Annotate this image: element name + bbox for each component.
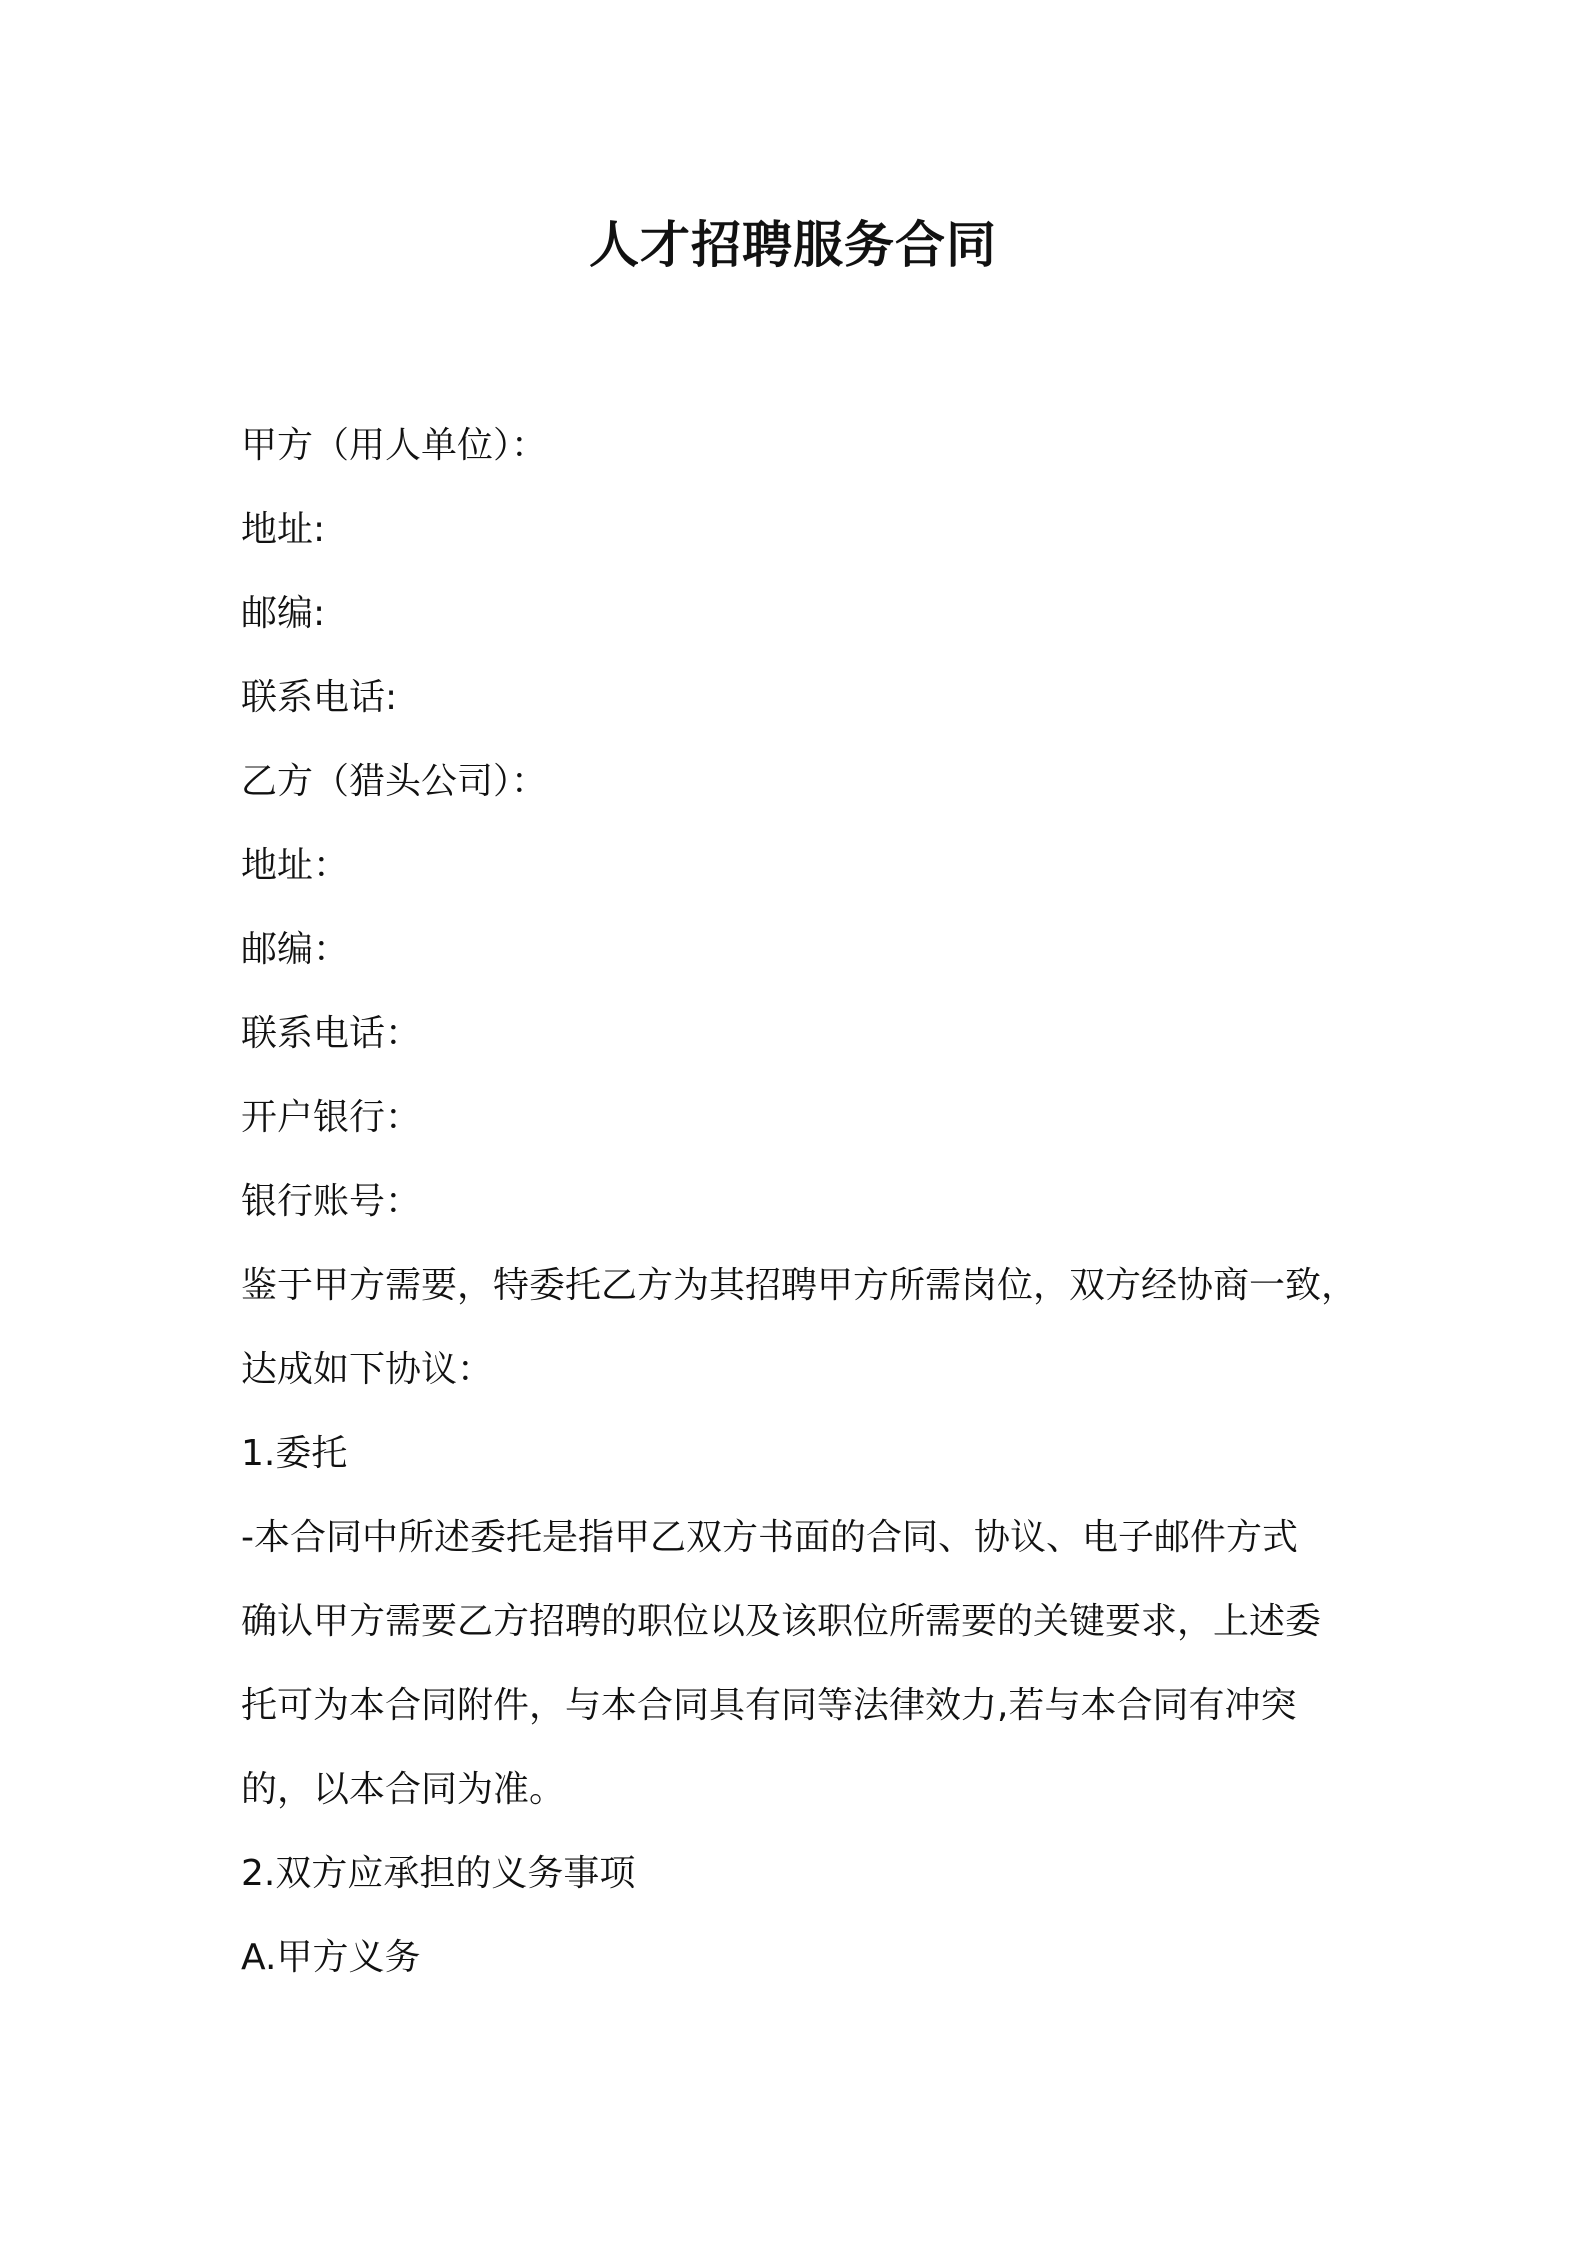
preamble-line: 鉴于甲方需要，特委托乙方为其招聘甲方所需岗位，双方经协商一致， [241,1265,1358,1306]
party-b-label: 乙方（猎头公司）： [241,761,548,802]
paragraph-line: 托可为本合同附件，与本合同具有同等法律效力,若与本合同有冲突 [241,1685,1297,1726]
party-a-address: 地址: [241,509,326,550]
paragraph-line: 确认甲方需要乙方招聘的职位以及该职位所需要的关键要求，上述委 [241,1601,1322,1642]
section-heading: 1.委托 [241,1433,348,1474]
party-b-address: 地址： [241,845,350,886]
party-b-phone: 联系电话： [241,1013,422,1054]
section-heading: 2.双方应承担的义务事项 [241,1853,636,1894]
party-b-bank: 开户银行： [241,1097,422,1138]
party-a-postcode: 邮编: [241,593,326,634]
paragraph-line: 的，以本合同为准。 [241,1769,566,1810]
party-b-account: 银行账号： [241,1181,422,1222]
preamble-line: 达成如下协议： [241,1349,494,1390]
document-body [241,404,1361,2000]
document-title: 人才招聘服务合同 [589,216,997,274]
paragraph-line: -本合同中所述委托是指甲乙双方书面的合同、协议、电子邮件方式 [241,1517,1298,1558]
party-a-label: 甲方（用人单位）： [241,425,548,466]
subsection-heading: A.甲方义务 [241,1937,421,1978]
party-a-phone: 联系电话: [241,677,398,718]
party-b-postcode: 邮编： [241,929,350,970]
